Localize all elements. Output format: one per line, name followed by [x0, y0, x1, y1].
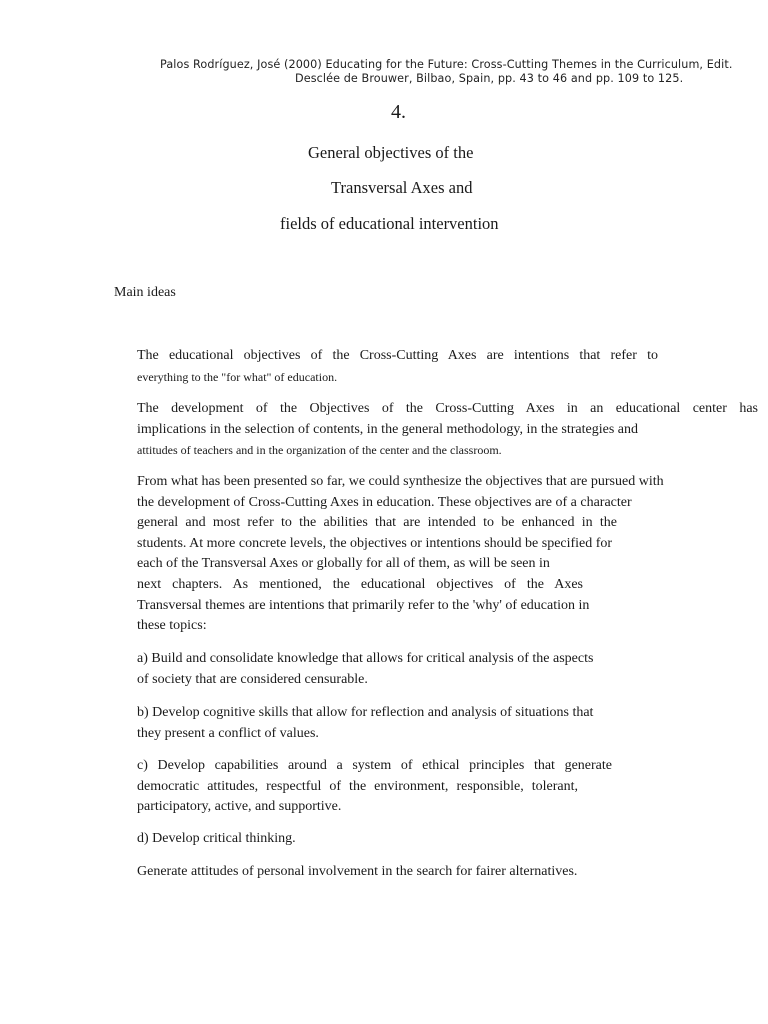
- paragraph-2-line-1: The development of the Objectives of the Cross-Cutting Axes in an educational center has: [137, 401, 758, 416]
- objective-item-c-line-1: c) Develop capabilities around a system of ethical principles that generate: [137, 758, 612, 773]
- title-line-1: General objectives of the: [308, 143, 474, 162]
- paragraph-3-line-4: students. At more concrete levels, the objectives or intentions should be specified for: [137, 535, 613, 551]
- paragraph-2-line-2: implications in the selection of contents, in the general methodology, in the strategies and: [137, 421, 639, 437]
- closing-paragraph: [137, 862, 577, 883]
- objective-item-b: [137, 703, 593, 744]
- objective-item-a-line-2: of society that are considered censurable.: [137, 671, 368, 687]
- citation-line-1: Palos Rodríguez, José (2000) Educating for the Future: Cross-Cutting Themes in the Curriculum, Edit.: [160, 58, 733, 71]
- section-label: Main ideas: [114, 285, 176, 300]
- chapter-number: 4.: [391, 101, 406, 123]
- paragraph-3: [137, 472, 664, 637]
- paragraph-3-line-5: each of the Transversal Axes or globally for all of them, as will be seen in: [137, 556, 550, 572]
- objective-item-a: [137, 649, 593, 690]
- paragraph-1: [137, 346, 658, 387]
- objective-item-a-line-1: a) Build and consolidate knowledge that allows for critical analysis of the aspects: [137, 651, 594, 666]
- objective-item-b-line-1: b) Develop cognitive skills that allow for reflection and analysis of situations that: [137, 705, 594, 720]
- objective-item-c-line-2: democratic attitudes, respectful of the environment, responsible, tolerant,: [137, 778, 578, 794]
- citation-line-2: Desclée de Brouwer, Bilbao, Spain, pp. 43 to 46 and pp. 109 to 125.: [295, 72, 684, 85]
- paragraph-2: [137, 399, 758, 461]
- objective-item-d-line-1: d) Develop critical thinking.: [137, 831, 296, 846]
- paragraph-2-line-3: attitudes of teachers and in the organization of the center and the classroom.: [137, 443, 502, 458]
- paragraph-3-line-6: next chapters. As mentioned, the educational objectives of the Axes: [137, 576, 583, 592]
- objective-item-c: [137, 756, 612, 818]
- paragraph-3-line-2: the development of Cross-Cutting Axes in education. These objectives are of a character: [137, 494, 632, 510]
- paragraph-3-line-3: general and most refer to the abilities that are intended to be enhanced in the: [137, 515, 617, 531]
- closing-paragraph-line-1: Generate attitudes of personal involvement in the search for fairer alternatives.: [137, 864, 578, 879]
- objective-item-b-line-2: they present a conflict of values.: [137, 725, 319, 741]
- paragraph-3-line-1: From what has been presented so far, we could synthesize the objectives that are pursued with: [137, 474, 664, 489]
- paragraph-3-line-7: Transversal themes are intentions that primarily refer to the 'why' of education in: [137, 597, 590, 613]
- paragraph-1-line-1: The educational objectives of the Cross-Cutting Axes are intentions that refer to: [137, 348, 658, 363]
- title-line-3: fields of educational intervention: [280, 214, 499, 233]
- objective-item-c-line-3: participatory, active, and supportive.: [137, 799, 342, 815]
- title-line-2: Transversal Axes and: [331, 178, 473, 197]
- paragraph-1-line-2: everything to the "for what" of education.: [137, 369, 338, 384]
- paragraph-3-line-8: these topics:: [137, 618, 207, 634]
- objective-item-d: [137, 829, 296, 850]
